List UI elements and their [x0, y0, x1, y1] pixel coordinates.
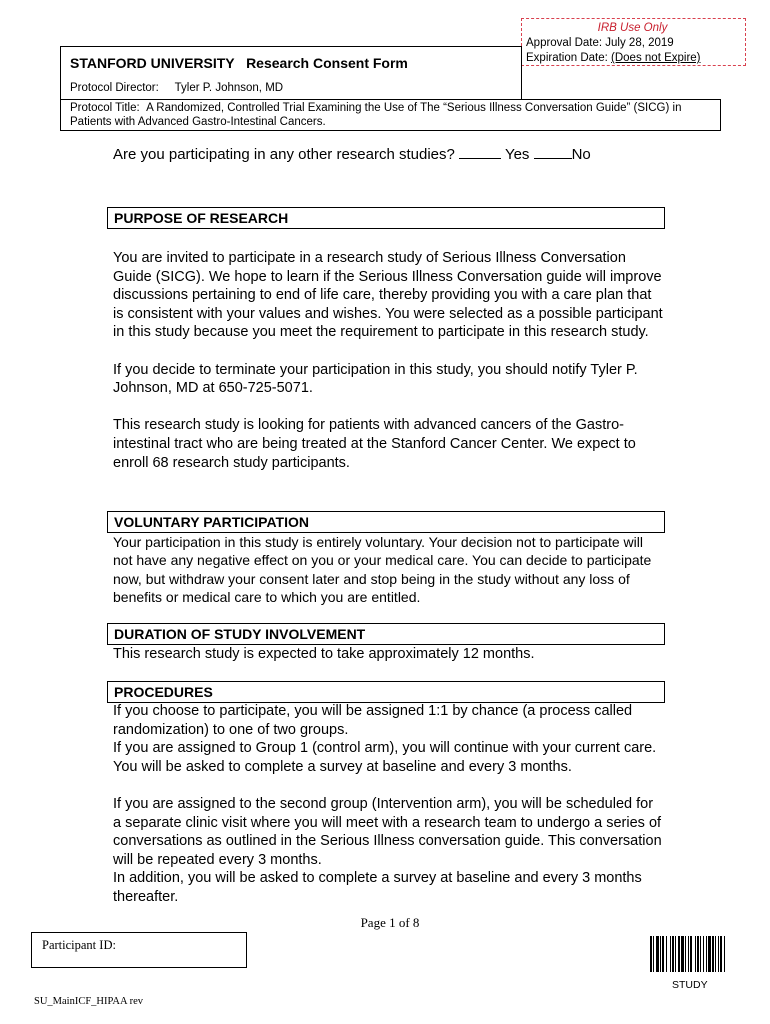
- question-text: Are you participating in any other research studies?: [113, 146, 455, 163]
- procedures-heading: PROCEDURES: [107, 681, 665, 703]
- participant-id-label: Participant ID:: [42, 938, 116, 952]
- title-text: A Randomized, Controlled Trial Examining the Use of The “Serious Illness Conversation Guide” (SICG) in Patients with Advanced Gastro-Intestinal Cancers.: [70, 102, 682, 128]
- duration-section: [113, 645, 665, 664]
- purpose-section: [113, 249, 665, 472]
- approval-label: Approval Date:: [526, 37, 603, 49]
- procedures-section: [113, 702, 665, 907]
- duration-heading: DURATION OF STUDY INVOLVEMENT: [107, 623, 665, 645]
- no-label: No: [571, 146, 591, 163]
- protocol-title-box: [60, 99, 721, 131]
- purpose-paragraph-2: If you decide to terminate your participation in this study, you should notify Tyler P. Johnson, MD at 650-725-5071.: [113, 361, 638, 397]
- approval-date: July 28, 2019: [605, 37, 674, 49]
- procedures-paragraph-4: In addition, you will be asked to complete a survey at baseline and every 3 months thereafter.: [113, 870, 642, 905]
- procedures-paragraph-3: If you are assigned to the second group (Intervention arm), you will be scheduled for a separate clinic visit where you will meet with a research team to undergo a series of conversations as outlined in the Serious Illness conversation guide. This conversation will be repeated every 3 months.: [113, 795, 662, 868]
- procedures-paragraph-1: If you choose to participate, you will be assigned 1:1 by chance (a process called randomization) to one of two groups.: [113, 703, 633, 738]
- expiration-line: [526, 51, 745, 66]
- yes-label: Yes: [504, 146, 530, 163]
- title-label: Protocol Title:: [70, 102, 140, 114]
- voluntary-heading: VOLUNTARY PARTICIPATION: [107, 511, 665, 533]
- voluntary-paragraph: Your participation in this study is entirely voluntary. Your decision not to participate will not have any negative effect on you or your medical care. You can decide to participate now, but withdraw your consent later and stop being in the study without any loss of benefits or medical care to which you are entitled.: [113, 534, 652, 606]
- approval-line: [526, 36, 745, 51]
- barcode-icon: [650, 936, 738, 972]
- director-name: Tyler P. Johnson, MD: [174, 82, 284, 94]
- purpose-paragraph-1: You are invited to participate in a research study of Serious Illness Conversation Guide (SICG). We hope to learn if the Serious Illness Conversation guide will improve discussions pertaining to end of life care, thereby providing you with a care plan that is consistent with your values and wishes. You were selected as a possible participant in this study because you meet the requirement to participate in this research study.: [113, 250, 663, 341]
- other-studies-question: [113, 145, 591, 163]
- director-label: Protocol Director:: [70, 82, 159, 94]
- participant-id-box[interactable]: [31, 932, 247, 968]
- duration-paragraph: This research study is expected to take approximately 12 months.: [113, 646, 535, 662]
- study-label: STUDY: [672, 979, 708, 991]
- procedures-paragraph-2: If you are assigned to Group 1 (control arm), you will continue with your current care. You will be asked to complete a survey at baseline and every 3 months.: [113, 740, 657, 775]
- form-name: Research Consent Form: [246, 55, 408, 71]
- document-code: SU_MainICF_HIPAA rev: [34, 996, 143, 1007]
- irb-title: IRB Use Only: [597, 22, 668, 34]
- voluntary-section: [113, 533, 665, 607]
- yes-blank[interactable]: [459, 145, 501, 159]
- irb-box: [521, 18, 746, 66]
- expiration-label: Expiration Date:: [526, 52, 608, 64]
- page-number: Page 1 of 8: [360, 915, 420, 930]
- protocol-director: [70, 82, 283, 94]
- university-name: STANFORD UNIVERSITY: [70, 55, 235, 71]
- form-title: [70, 55, 408, 71]
- purpose-paragraph-3: This research study is looking for patients with advanced cancers of the Gastro-intestinal tract who are being treated at the Stanford Cancer Center. We expect to enroll 68 research study participants.: [113, 417, 636, 471]
- purpose-heading: PURPOSE OF RESEARCH: [107, 207, 665, 229]
- expiration-value: (Does not Expire): [611, 52, 701, 64]
- no-blank[interactable]: [534, 145, 572, 159]
